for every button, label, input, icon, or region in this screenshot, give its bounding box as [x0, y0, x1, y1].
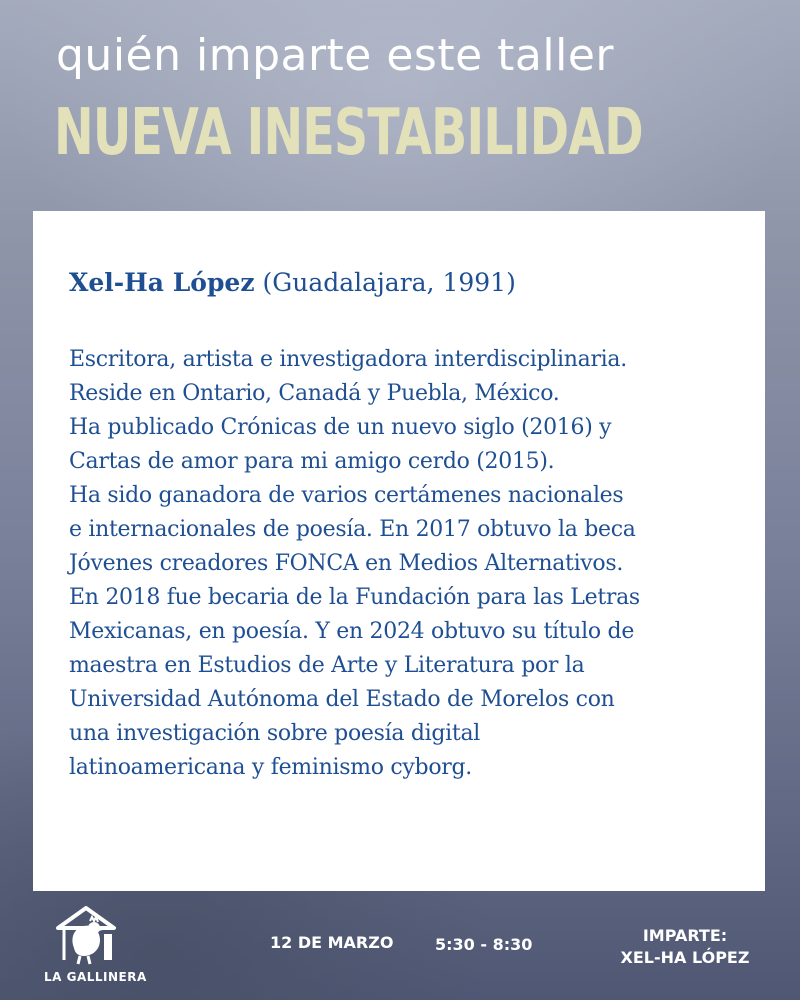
- workshop-title: NUEVA INESTABILIDAD: [54, 96, 643, 170]
- la-gallinera-logo: [44, 902, 147, 994]
- event-time: 5:30 - 8:30: [435, 935, 533, 954]
- bio-text: [69, 343, 749, 785]
- hen-house-logo-icon: [52, 904, 120, 966]
- bio-card-content: [69, 263, 749, 785]
- bio-line: Cartas de amor para mi amigo cerdo (2015).: [69, 449, 555, 474]
- bio-line: Universidad Autónoma del Estado de Morelos con: [69, 687, 615, 712]
- bio-line: En 2018 fue becaria de la Fundación para las Letras: [69, 585, 640, 610]
- header-subtitle: quién imparte este taller: [56, 30, 614, 81]
- author-line: [69, 263, 749, 303]
- bio-line: una investigación sobre poesía digital: [69, 721, 480, 746]
- bio-line: Escritora, artista e investigadora interdisciplinaria.: [69, 347, 627, 372]
- bio-card: [33, 211, 765, 891]
- bio-line: Jóvenes creadores FONCA en Medios Alternativos.: [69, 551, 624, 576]
- event-date: 12 DE MARZO: [270, 933, 394, 952]
- bio-line: Ha publicado Crónicas de un nuevo siglo (2016) y: [69, 415, 612, 440]
- bio-line: Ha sido ganadora de varios certámenes nacionales: [69, 483, 624, 508]
- bio-line: e internacionales de poesía. En 2017 obtuvo la beca: [69, 517, 636, 542]
- instructor-label: IMPARTE:: [642, 926, 728, 945]
- instructor-block: [605, 925, 765, 969]
- instructor-name: XEL-HA LÓPEZ: [620, 948, 750, 967]
- bio-line: latinoamericana y feminismo cyborg.: [69, 755, 472, 780]
- bio-line: Mexicanas, en poesía. Y en 2024 obtuvo su título de: [69, 619, 635, 644]
- author-name: Xel-Ha López: [69, 268, 255, 297]
- bio-line: Reside en Ontario, Canadá y Puebla, México.: [69, 381, 560, 406]
- bio-line: maestra en Estudios de Arte y Literatura por la: [69, 653, 585, 678]
- logo-text: LA GALLINERA: [44, 970, 147, 984]
- author-origin: (Guadalajara, 1991): [262, 268, 516, 297]
